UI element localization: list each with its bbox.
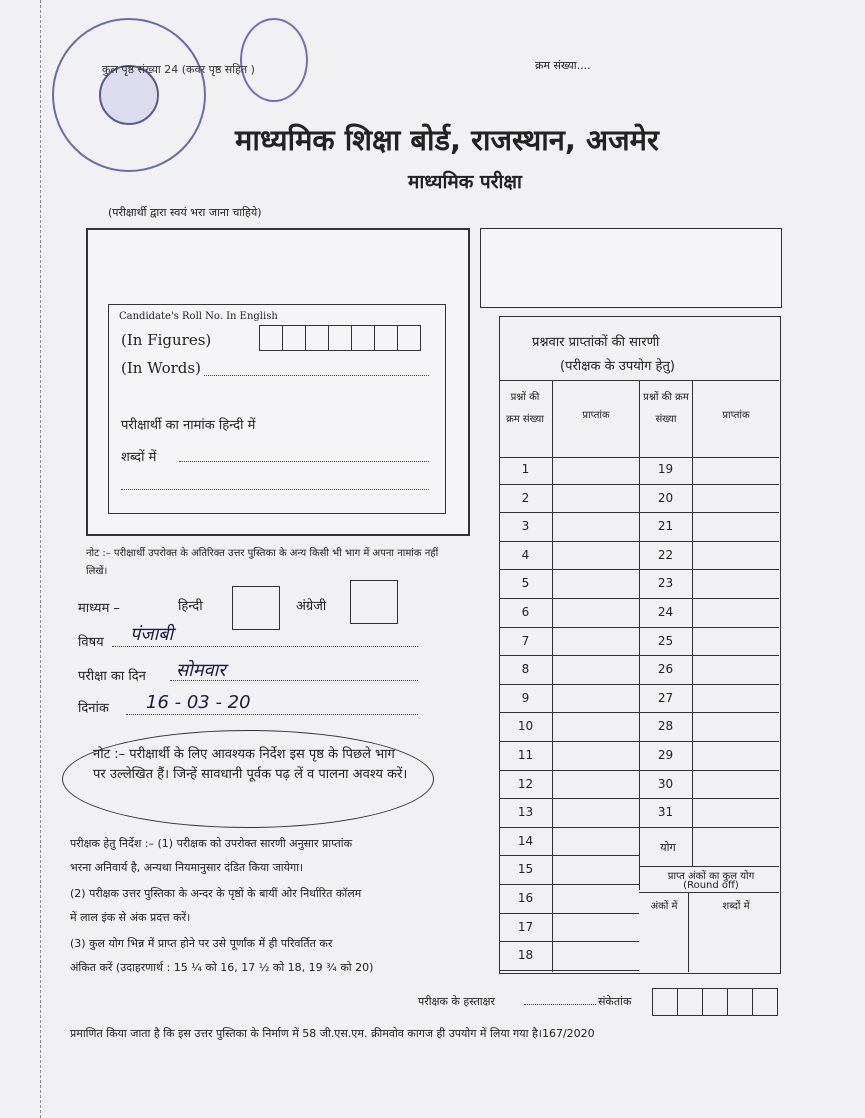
examiner-instruction-1: परीक्षक हेतु निर्देश :– (1) परीक्षक को उपरोक्त सारणी अनुसार प्राप्तांक [70,837,353,850]
marks-row [499,771,639,800]
exam-title: माध्यमिक परीक्षा [408,171,522,193]
total-words-box[interactable] [690,912,778,970]
marks-row [499,914,639,943]
marks-cell[interactable] [693,599,779,628]
question-number: 25 [657,633,674,648]
grand-total-line [639,892,779,893]
hindi-medium-box[interactable] [232,586,280,630]
marks-row [499,456,639,485]
board-seal [52,18,206,172]
question-number: 19 [657,462,674,476]
marks-cell[interactable] [693,456,779,485]
col-question-no-right: प्रश्नों की क्रम संख्या [643,392,689,425]
hindi-roll-label: परीक्षार्थी का नामांक हिन्दी में [121,418,256,433]
in-figures-col: अंकों में [650,901,678,912]
marks-cell[interactable] [693,513,779,542]
marks-cell[interactable] [693,656,779,685]
examiner-instruction-5: (3) कुल योग भिन्न में प्राप्त होने पर उसे पूर्णांक में ही परिवर्तित कर [70,937,333,950]
board-title: माध्यमिक शिक्षा बोर्ड, राजस्थान, अजमेर [235,123,659,157]
marks-row [639,799,779,828]
instructions-note-oval [62,730,434,828]
marks-row [499,685,639,714]
examiner-signature-label: परीक्षक के हस्ताक्षर [418,995,495,1008]
fill-note: (परीक्षार्थी द्वारा स्वयं भरा जाना चाहिये) [108,206,262,219]
question-number: 3 [521,519,530,534]
question-number: 10 [517,719,534,734]
examiner-instruction-6: अंकित करें (उदाहरणार्थ : 15 ¼ को 16, 17 ½ को 18, 19 ¾ को 20) [70,961,374,974]
question-number: 28 [657,719,674,734]
date-line[interactable] [126,714,418,715]
marks-cell[interactable] [553,885,639,914]
marks-row [499,570,639,599]
total-figures-box[interactable] [640,912,687,970]
marks-row [499,628,639,657]
marks-cell[interactable] [693,685,779,714]
marks-table-subtitle: (परीक्षक के उपयोग हेतु) [560,359,675,374]
question-number: 21 [657,519,674,534]
col-marks-right: प्राप्तांक [722,410,750,421]
medium-hindi-label: हिन्दी [178,599,203,614]
footer-certification: प्रमाणित किया जाता है कि इस उत्तर पुस्तिका के निर्माण में 58 जी.एस.एम. क्रीमवोव कागज ही उपयोग में लिया गया है।167/2020 [70,1027,595,1040]
marks-cell[interactable] [553,628,639,657]
marks-row [639,628,779,657]
question-number: 13 [517,805,534,820]
marks-cell[interactable] [693,542,779,571]
hindi-words-line[interactable] [179,461,429,462]
marks-row [639,742,779,771]
marks-row [639,771,779,800]
marks-cell[interactable] [553,942,639,971]
marks-row [499,485,639,514]
in-figures-label: (In Figures) [121,331,212,349]
english-medium-box[interactable] [350,580,398,624]
date-value: 16 - 03 - 20 [146,692,251,713]
question-number: 15 [517,862,534,877]
question-number: 6 [521,605,530,619]
subject-label: विषय [78,635,104,650]
marks-cell[interactable] [553,685,639,714]
marks-table-title: प्रश्नवार प्राप्तांकों की सारणी [532,335,660,350]
marks-row [639,599,779,628]
marks-cell[interactable] [553,771,639,800]
marks-cell[interactable] [693,485,779,514]
roll-note: नोट :– परीक्षार्थी उपरोक्त के अतिरिक्त उत्तर पुस्तिका के अन्य किसी भी भाग में अपना नामांक नहीं लिखें। [86,548,439,577]
marks-cell[interactable] [553,914,639,943]
total-split-divider [688,892,689,972]
marks-row [499,942,639,971]
marks-row [639,570,779,599]
marks-row [499,542,639,571]
marks-cell[interactable] [553,742,639,771]
question-number: 20 [657,490,674,505]
marks-cell[interactable] [553,599,639,628]
question-number: 17 [517,919,534,934]
examiner-signature-line[interactable] [524,1004,596,1005]
question-number: 8 [521,662,530,677]
marks-row [639,713,779,742]
medium-label: माध्यम – [78,601,120,616]
col-marks-left: प्राप्तांक [582,410,610,421]
total-row-line [639,866,779,867]
question-number: 1 [521,462,530,476]
marks-row [639,513,779,542]
marks-cell[interactable] [553,656,639,685]
marks-cell[interactable] [553,513,639,542]
roll-inner-box [108,304,446,514]
marks-cell[interactable] [693,713,779,742]
question-number: 4 [521,547,530,562]
marks-row [639,456,779,485]
marks-cell[interactable] [553,570,639,599]
examiner-instruction-2: भरना अनिवार्य है, अन्यथा नियमानुसार दंडित किया जायेगा। [70,861,304,874]
question-number: 26 [657,662,674,677]
office-use-box [480,228,782,308]
marks-row [499,799,639,828]
marks-cell[interactable] [693,799,779,828]
code-boxes[interactable] [652,988,778,1016]
marks-row [499,742,639,771]
marks-row [499,656,639,685]
question-number: 9 [521,690,530,705]
stamp-circle [240,18,308,102]
col-question-no-left: प्रश्नों की क्रम संख्या [506,392,544,425]
subject-value: पंजाबी [130,624,174,645]
total-label: योग [660,841,676,854]
marks-row [499,599,639,628]
examiner-instruction-4: में लाल इंक से अंक प्रदत्त करें। [70,911,191,924]
grand-total-label: प्राप्त अंकों का कुल योग [667,871,755,882]
question-number: 2 [521,490,530,505]
in-words-col: शब्दों में [722,901,750,912]
marks-cell[interactable] [553,828,639,857]
serial-number: क्रम संख्या.... [535,59,591,72]
question-number: 31 [657,805,674,820]
marks-row [499,828,639,857]
code-label: संकेतांक [598,995,632,1008]
left-margin-line [40,0,42,1118]
question-number: 18 [517,948,534,963]
marks-row [639,485,779,514]
exam-day-value: सोमवार [176,660,226,681]
roll-english-label: Candidate's Roll No. In English [119,311,278,322]
roll-digit-boxes[interactable] [259,325,421,351]
marks-row [499,856,639,885]
question-number: 11 [517,748,534,762]
hindi-words-label: शब्दों में [121,450,157,465]
question-number: 27 [657,690,674,705]
exam-day-label: परीक्षा का दिन [78,669,146,684]
roll-number-box [86,228,470,536]
marks-row [499,885,639,914]
medium-english-label: अंग्रेजी [296,599,327,614]
examiner-instruction-3: (2) परीक्षक उत्तर पुस्तिका के अन्दर के पृष्ठों के बायीं ओर निर्धारित कॉलम [70,887,362,900]
marks-cell[interactable] [553,856,639,885]
date-label: दिनांक [78,701,109,716]
marks-row [499,513,639,542]
instructions-note: नोट :– परीक्षार्थी के लिए आवश्यक निर्देश इस पृष्ठ के पिछले भाग पर उल्लेखित हैं। जिन्हें सावधानी पूर्वक पढ़ लें व पालना अवश्य करें। [93,747,408,782]
question-number: 29 [657,748,674,762]
in-words-line[interactable] [204,375,429,376]
marks-cell[interactable] [553,799,639,828]
marks-row [639,542,779,571]
marks-cell[interactable] [693,628,779,657]
round-off-label: (Round off) [683,880,739,891]
marks-row [639,656,779,685]
marks-cell[interactable] [553,542,639,571]
marks-cell[interactable] [693,771,779,800]
marks-row [499,713,639,742]
question-number: 24 [657,605,674,619]
question-number: 12 [517,776,534,791]
question-number: 5 [521,576,530,591]
question-number: 23 [657,576,674,591]
in-words-label: (In Words) [121,359,201,377]
marks-cell[interactable] [693,570,779,599]
question-number: 16 [517,891,534,905]
marks-row [639,685,779,714]
marks-cell[interactable] [553,456,639,485]
marks-cell[interactable] [693,742,779,771]
question-number: 7 [521,633,530,648]
question-number: 14 [517,833,534,848]
pages-note: कुल पृष्ठ संख्या 24 (कवर पृष्ठ सहित ) [102,63,255,76]
marks-cell[interactable] [553,713,639,742]
question-number: 30 [657,776,674,791]
hindi-words-line-2[interactable] [121,489,429,490]
subject-line[interactable] [112,646,418,647]
question-number: 22 [657,547,674,562]
marks-cell[interactable] [553,485,639,514]
